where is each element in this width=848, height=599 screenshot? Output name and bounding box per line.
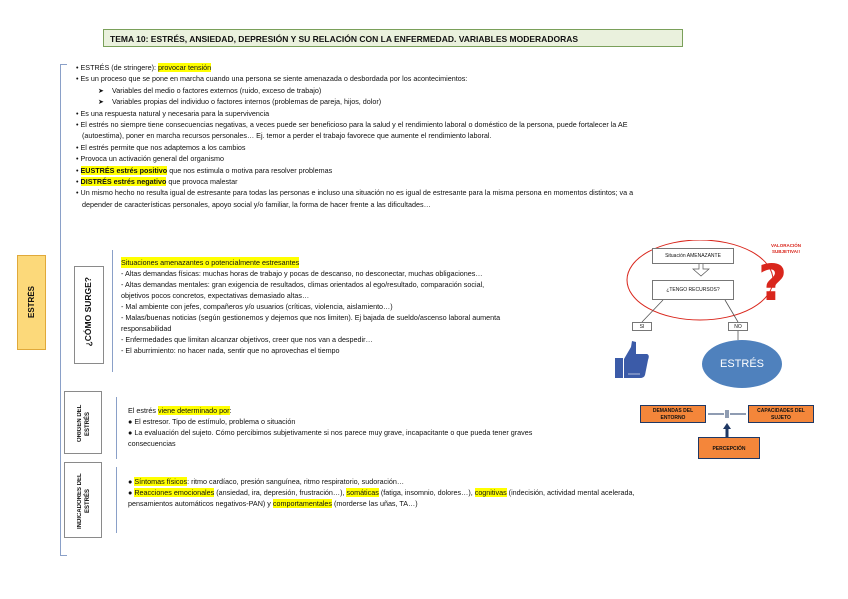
origen-brace [116, 397, 121, 459]
como-surge-label: ¿CÓMO SURGE? [83, 277, 93, 347]
diagram-box-amenazante: Situación AMENAZANTE [652, 248, 734, 264]
origen-label: ORIGEN DEL ESTRÉS [77, 404, 91, 443]
indicadores-line-2: ● Reacciones emocionales (ansiedad, ira, depresión, frustración…), somáticas (fatiga, insomnio, dolores…), cognitivas (indecisión, actividad mental acelerada, [128, 488, 635, 497]
intro-bullet-4-cont: (autoestima), poner en marcha recursos personales… Ej. temor a perder el trabajo favorece que aumente el rendimiento laboral. [82, 131, 492, 141]
intro-sub-2: ➤ Variables propias del individuo o factores internos (problemas de pareja, hijos, dolor) [98, 97, 382, 107]
estres-side-tab [17, 255, 46, 350]
origen-item-2: ● La evaluación del sujeto. Cómo percibimos subjetivamente si nos parece muy grave, incapacitante o que pueda tener graves [128, 428, 533, 437]
indicadores-line-1: ● Síntomas físicos: ritmo cardíaco, presión sanguínea, ritmo respiratorio, sudoración… [128, 477, 405, 486]
como-surge-line: - El aburrimiento: no hacer nada, sentir que no aprovechas el tiempo [121, 346, 340, 355]
como-surge-line: - Mal ambiente con jefes, compañeros y/o usuarios (críticas, violencia, aislamiento…) [121, 302, 393, 311]
balance-box-percepcion: PERCEPCIÓN [698, 437, 760, 459]
intro-bullet-8: • DISTRÉS estrés negativo que provoca malestar [76, 177, 238, 187]
balance-arrow-up-icon [723, 423, 731, 437]
appraisal-diagram [600, 240, 810, 390]
intro-bullet-6: • Provoca un activación general del organismo [76, 154, 224, 164]
indicadores-line-3: pensamientos automáticos negativos-PAN) y comportamentales (morderse las uñas, TA…) [128, 499, 418, 508]
intro-bullet-9-cont: depender de características personales, apoyo social y/o familiar, la forma de hacer frente a las dificultades… [82, 199, 431, 209]
diagram-box-si: SI [632, 322, 652, 331]
balance-box-demandas: DEMANDAS DEL ENTORNO [640, 405, 706, 423]
origen-intro: El estrés viene determinado por: [128, 406, 232, 415]
indicadores-box [64, 462, 102, 538]
balance-diagram [640, 403, 820, 463]
indicadores-content [128, 476, 828, 509]
como-surge-line: - Malas/buenas noticias (según gestionemos y dejemos que nos limiten). Ej bajada de sueldo/ascenso laboral aumenta [121, 313, 501, 322]
como-surge-heading: Situaciones amenazantes o potencialmente estresantes [121, 258, 300, 267]
estres-side-label: ESTRÉS [27, 286, 36, 319]
balance-connector [706, 412, 748, 415]
como-surge-line: objetivos pocos concretos, expectativas demasiado altas… [121, 291, 310, 300]
thumbs-up-icon [614, 340, 650, 380]
intro-bullet-9: • Un mismo hecho no resulta igual de estresante para todas las personas e incluso una situación no es igual de estresante para la misma persona en momentos distintos; va a [76, 188, 634, 198]
intro-bullet-7: • EUSTRÉS estrés positivo que nos estimula o motiva para resolver problemas [76, 165, 333, 175]
intro-list [76, 62, 776, 210]
intro-bullet-5: • El estrés permite que nos adaptemos a los cambios [76, 142, 246, 152]
valoracion-label: VALORACIÓN SUBJETIVA!! [771, 243, 801, 254]
como-surge-brace [112, 250, 117, 372]
diagram-box-no: NO [728, 322, 748, 331]
origen-box [64, 391, 102, 454]
intro-bullet-1: • ESTRÉS (de stringere): provocar tensión [76, 63, 212, 72]
balance-box-capacidades: CAPACIDADES DEL SUJETO [748, 405, 814, 423]
como-surge-line: - Enfermedades que limitan alcanzar objetivos, creer que nos van a despedir… [121, 335, 373, 344]
indicadores-label: INDICADORES DEL ESTRÉS [77, 473, 91, 529]
page-title: TEMA 10: ESTRÉS, ANSIEDAD, DEPRESIÓN Y SU RELACIÓN CON LA ENFERMEDAD. VARIABLES MODERADORAS [103, 29, 683, 47]
origen-item-1: ● El estresor. Tipo de estímulo, problema o situación [128, 417, 296, 426]
origen-item-2-cont: consecuencias [128, 439, 176, 448]
estres-ellipse-label: ESTRÉS [719, 358, 764, 370]
question-mark-icon: ? [758, 254, 788, 312]
intro-bullet-2: • Es un proceso que se pone en marcha cuando una persona se siente amenazada o desbordada por los acontecimientos: [76, 74, 468, 84]
origen-content [128, 405, 658, 449]
intro-bullet-4: • El estrés no siempre tiene consecuencias negativas, a veces puede ser beneficioso para la salud y el rendimiento laboral o doméstico de la persona, puede fortalecer la AE [76, 120, 628, 130]
intro-bullet-3: • Es una respuesta natural y necesaria para la supervivencia [76, 108, 270, 118]
diagram-box-recursos: ¿TENGO RECURSOS? [652, 280, 734, 300]
como-surge-line: responsabilidad [121, 324, 172, 333]
como-surge-box [74, 266, 104, 364]
como-surge-content [121, 257, 621, 356]
indicadores-brace [116, 467, 121, 533]
como-surge-line: - Altas demandas físicas: muchas horas de trabajo y pocas de descanso, no desconectar, muchas obligaciones… [121, 269, 483, 278]
como-surge-line: - Altas demandas mentales: gran exigencia de resultados, climas orientados al ego/resultado, comparación social, [121, 280, 485, 289]
intro-sub-1: ➤ Variables del medio o factores externos (ruido, exceso de trabajo) [98, 85, 322, 95]
